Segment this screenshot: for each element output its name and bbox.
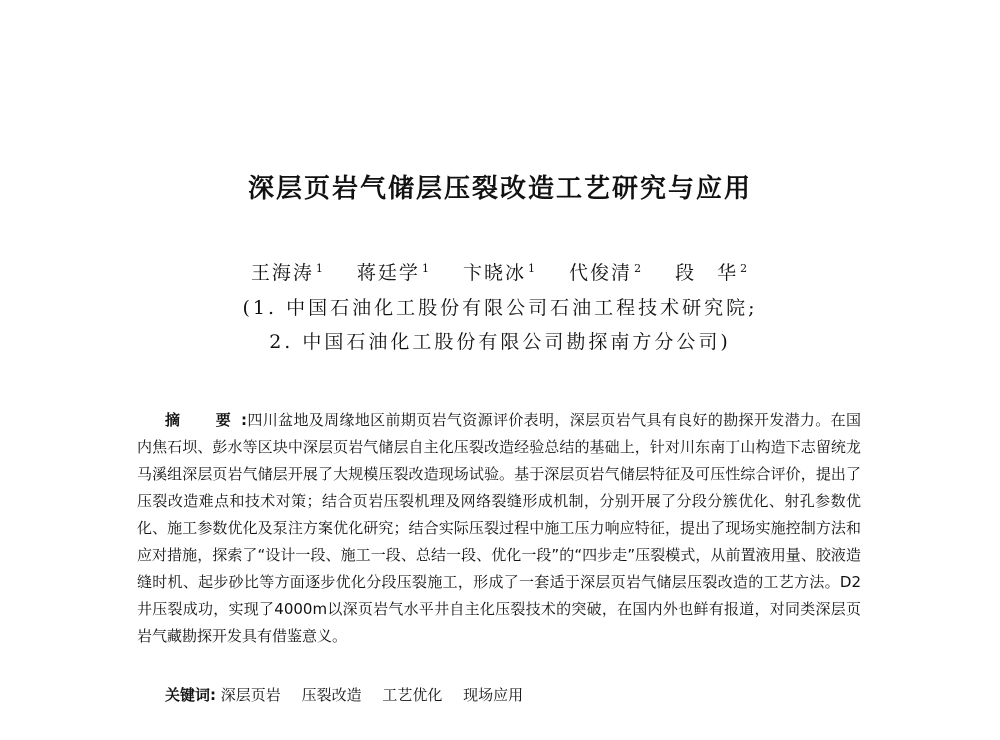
keyword: 工艺优化 [382, 686, 443, 704]
author-name: 王海涛 [250, 262, 314, 284]
author [675, 262, 749, 284]
author [357, 262, 431, 284]
author-name: 段 华 [675, 262, 739, 284]
paper-title: 深层页岩气储层压裂改造工艺研究与应用 [247, 174, 752, 204]
author-name: 蒋廷学 [356, 262, 420, 284]
author-name: 卞晓冰 [462, 262, 526, 284]
author [569, 262, 643, 284]
keywords-label: 关键词: [165, 686, 216, 704]
author-affiliation-mark: 2 [634, 261, 644, 275]
abstract-label-text: 摘 要 [165, 411, 242, 429]
keyword: 压裂改造 [301, 686, 362, 704]
abstract-label-colon: : [241, 411, 248, 429]
author-affiliation-mark: 2 [740, 261, 750, 275]
keyword: 现场应用 [463, 686, 524, 704]
affiliation-2: 2. 中国石油化工股份有限公司勘探南方分公司) [269, 331, 731, 353]
author-affiliation-mark: 1 [315, 261, 325, 275]
author-affiliation-mark: 1 [528, 261, 537, 275]
keywords [165, 684, 539, 705]
author-name: 代俊清 [569, 262, 633, 284]
abstract-text: 四川盆地及周缘地区前期页岩气资源评价表明，深层页岩气具有良好的勘探开发潜力。在国内焦石坝、彭水等区块中深层页岩气储层自主化压裂改造经验总结的基础上，针对川东南丁山构造下志留统龙马溪组深层页岩气储层开展了大规模压裂改造现场试验。基于深层页岩气储层特征及可压性综合评价，提出了压裂改造难点和技术对策；结合页岩压裂机理及网络裂缝形成机制，分别开展了分段分簇优化、射孔参数优化、施工参数优化及泵注方案优化研究；结合实际压裂过程中施工压力响应特征，提出了现场实施控制方法和应对措施，探索了“设计一段、施工一段、总结一段、优化一段”的“四步走”压裂模式，从前置液用量、胶液造缝时机、起步砂比等方面逐步优化分段压裂施工，形成了一套适于深层页岩气储层压裂改造的工艺方法。D2井压裂成功，实现了4000m以深页岩气水平井自主化压裂技术的突破，在国内外也鲜有报道，对同类深层页岩气藏勘探开发具有借鉴意义。 [137, 411, 861, 645]
author-list [0, 258, 1000, 285]
keyword: 深层页岩 [220, 686, 281, 704]
abstract-label [165, 411, 247, 429]
affiliation-1: (1. 中国石油化工股份有限公司石油工程技术研究院; [242, 297, 758, 319]
author-affiliation-mark: 1 [421, 261, 431, 275]
author [463, 262, 537, 284]
author [251, 262, 325, 284]
abstract [137, 407, 861, 650]
